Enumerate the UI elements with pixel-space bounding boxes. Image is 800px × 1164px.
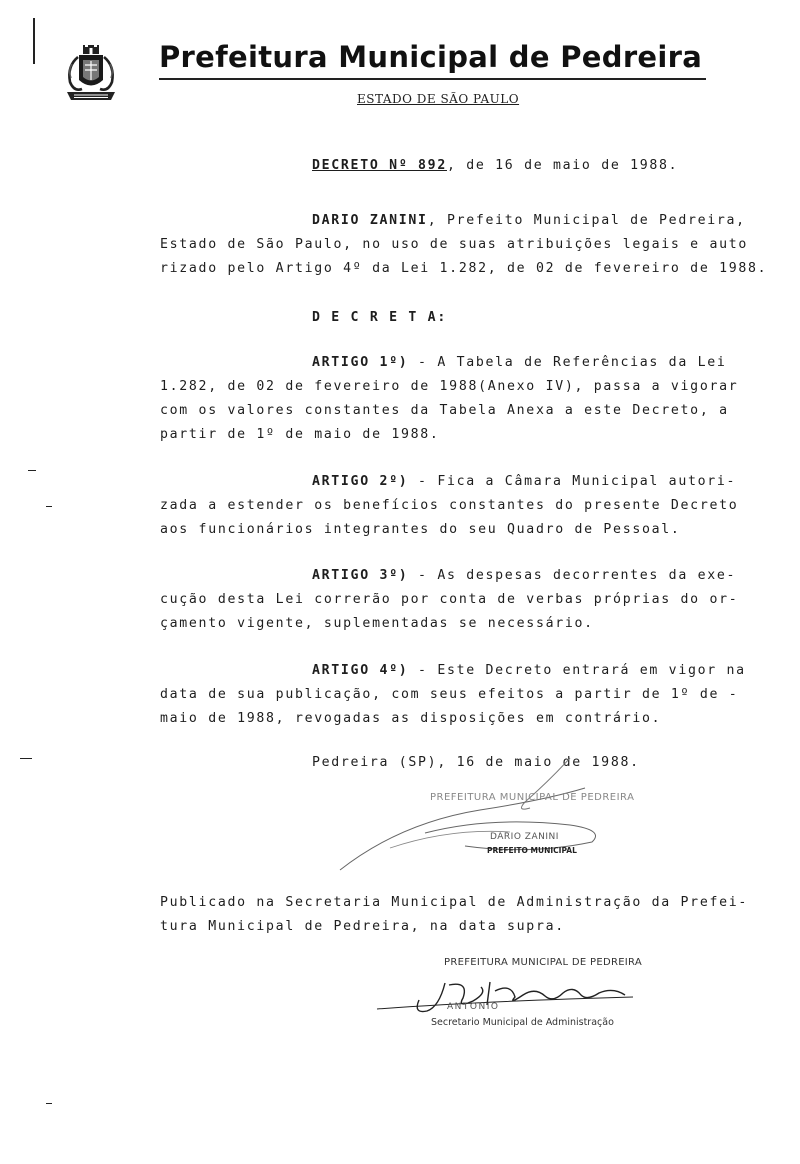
article-line: çamento vigente, suplementadas se necessário. — [160, 616, 594, 631]
article-text: - Fica a Câmara Municipal autori- — [408, 474, 737, 489]
margin-mark — [20, 758, 32, 759]
article-line — [312, 568, 736, 583]
article-line: zada a estender os benefícios constantes do presente Decreto — [160, 498, 739, 513]
place-date: Pedreira (SP), 16 de maio de 1988. — [312, 755, 640, 770]
article-line: 1.282, de 02 de fevereiro de 1988(Anexo IV), passa a vigorar — [160, 379, 739, 394]
preamble-text: , Prefeito Municipal de Pedreira, — [427, 213, 746, 228]
signer-role: PREFEITO MUNICIPAL — [487, 846, 577, 855]
margin-mark — [33, 18, 35, 64]
signature-stamp: PREFEITURA MUNICIPAL DE PEDREIRA — [444, 957, 643, 968]
margin-mark — [28, 470, 36, 471]
margin-mark — [46, 1103, 52, 1104]
article-label: ARTIGO 1º) — [312, 355, 409, 370]
decree-date: , de 16 de maio de 1988. — [446, 158, 679, 173]
coat-of-arms-logo — [64, 44, 118, 108]
decree-number: DECRETO Nº 892 — [312, 158, 447, 173]
mayor-name: DARIO ZANINI — [312, 213, 428, 228]
article-text: - A Tabela de Referências da Lei — [408, 355, 727, 370]
header-rule — [159, 78, 706, 80]
decreta-label: D E C R E T A: — [312, 310, 447, 325]
article-line: maio de 1988, revogadas as disposições em contrário. — [160, 711, 662, 726]
article-label: ARTIGO 3º) — [312, 568, 409, 583]
page-title: Prefeitura Municipal de Pedreira — [159, 40, 703, 74]
article-line: com os valores constantes da Tabela Anexa a este Decreto, a — [160, 403, 729, 418]
article-label: ARTIGO 2º) — [312, 474, 409, 489]
publication-line: tura Municipal de Pedreira, na data supra. — [160, 919, 565, 934]
article-line — [312, 474, 736, 489]
article-line: data de sua publicação, com seus efeitos a partir de 1º de - — [160, 687, 739, 702]
article-line — [312, 355, 727, 370]
preamble-line — [312, 213, 746, 228]
preamble-line: rizado pelo Artigo 4º da Lei 1.282, de 02 de fevereiro de 1988. — [160, 261, 768, 276]
preamble-line: Estado de São Paulo, no uso de suas atribuições legais e auto — [160, 237, 749, 252]
article-text: - Este Decreto entrará em vigor na — [408, 663, 746, 678]
signature-scribble — [330, 748, 640, 882]
article-label: ARTIGO 4º) — [312, 663, 409, 678]
signer-role: Secretario Municipal de Administração — [431, 1017, 614, 1028]
article-line — [312, 663, 746, 678]
decree-heading — [312, 158, 678, 173]
publication-line: Publicado na Secretaria Municipal de Administração da Prefei- — [160, 895, 749, 910]
article-line: partir de 1º de maio de 1988. — [160, 427, 440, 442]
article-text: - As despesas decorrentes da exe- — [408, 568, 737, 583]
article-line: cução desta Lei correrão por conta de verbas próprias do or- — [160, 592, 739, 607]
margin-mark — [46, 506, 52, 507]
article-line: aos funcionários integrantes do seu Quadro de Pessoal. — [160, 522, 681, 537]
signer-name: DARIO ZANINI — [490, 832, 559, 842]
signer-name: ANTONIO — [447, 1002, 500, 1012]
state-subtitle: ESTADO DE SÃO PAULO — [357, 92, 520, 106]
signature-stamp: PREFEITURA MUNICIPAL DE PEDREIRA — [430, 792, 635, 803]
